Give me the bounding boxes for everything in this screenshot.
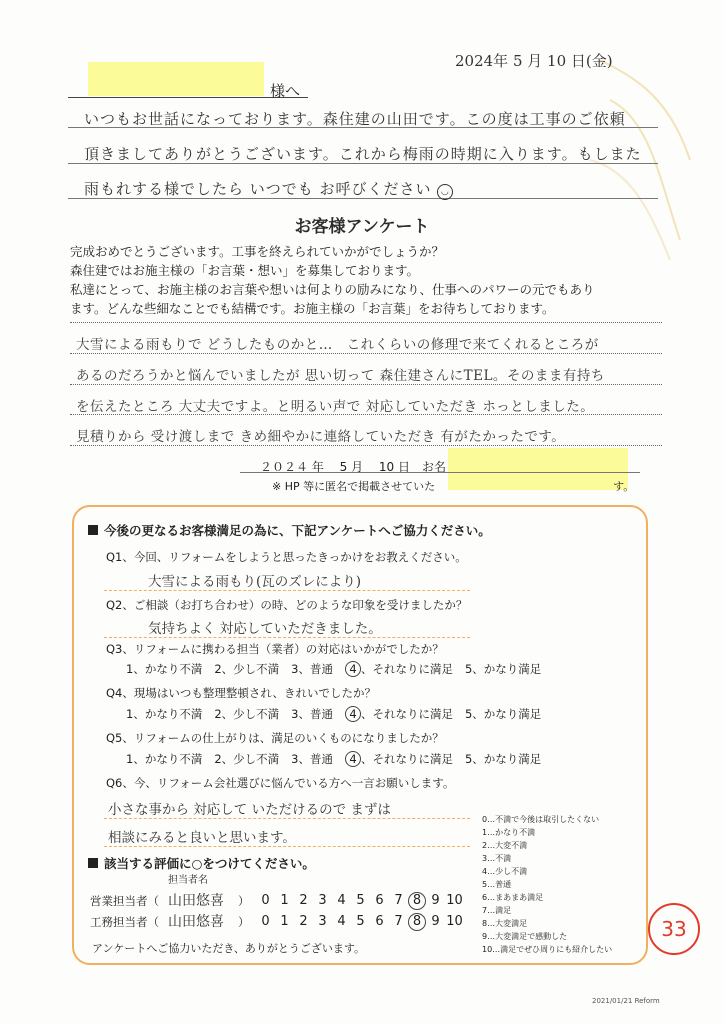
- comment-rule: [70, 445, 662, 446]
- signature-date: ２０２４ 年 5 月 10 日 お名: [260, 460, 446, 474]
- legend-7: 7…満足: [482, 906, 512, 915]
- close-paren: ）: [238, 894, 250, 908]
- works-staff-name: 山田悠喜: [168, 914, 224, 930]
- intro-line-2: 森住建ではお施主様の「お言葉・想い」を募集しております。: [70, 263, 420, 278]
- legend-8: 8…大変満足: [482, 919, 528, 928]
- works-rating-scale: 0 1 2 3 4 5 6 7 8 9 10: [261, 914, 463, 929]
- square-bullet-icon: [88, 525, 98, 535]
- comment-rule: [70, 353, 662, 354]
- thanks-note: アンケートへご協力いただき、ありがとうございます。: [92, 942, 366, 955]
- selected-option-4: 4: [345, 661, 361, 677]
- sales-rating-scale: 0 1 2 3 4 5 6 7 8 9 10: [261, 893, 463, 908]
- message-line-3: 雨もれする様でしたら いつでも お呼びください ◡: [84, 178, 453, 200]
- question-5: Q5、リフォームの仕上がりは、満足のいくものになりましたか？: [106, 731, 444, 745]
- redacted-name-highlight: [88, 62, 264, 96]
- answer-rule: [104, 590, 470, 591]
- works-staff-label: 工務担当者（: [90, 915, 159, 929]
- intro-line-3: 私達にとって、お施主様のお言葉や想いは何よりの励みになり、仕事へのパワーの元でもあり: [70, 282, 595, 297]
- answer-6-line-1: 小さな事から 対応して いただけるので まずは: [108, 802, 391, 818]
- question-3: Q3、リフォームに携わる担当（業者）の対応はいかがでしたか？: [106, 642, 444, 656]
- signature-underline: [240, 472, 640, 473]
- comment-rule: [70, 322, 662, 323]
- question-6: Q6、今、リフォーム会社選びに悩んでいる方へ一言お願いします。: [106, 776, 455, 790]
- addressee-suffix: 様へ: [270, 82, 301, 100]
- red-stamp: 33: [648, 903, 700, 955]
- selected-rating: 8: [408, 913, 426, 931]
- comment-line-2: あるのだろうかと悩んでいましたが 思い切って 森住建さんにTEL。そのまま有持ち: [76, 368, 605, 384]
- options-q5: 1、かなり不満 2、少し不満 3、普通 4 、それなりに満足 5、かなり満足: [126, 752, 542, 766]
- intro-line-4: ます。どんな些細なことでも結構です。お施主様の「お言葉」をお待ちしております。: [70, 301, 555, 316]
- comment-line-3: を伝えたところ 大丈夫ですよ。と明るい声で 対応していただき ホっとしました。: [76, 399, 595, 415]
- answer-rule: [104, 846, 470, 847]
- legend-10: 10…満足でぜひ周りにも紹介したい: [482, 945, 613, 954]
- anonymity-note: ※ HP 等に匿名で掲載させていた す。: [272, 480, 635, 493]
- selected-option-4: 4: [345, 751, 361, 767]
- message-line-1: いつもお世話になっております。森住建の山田です。この度は工事のご依頼: [84, 110, 626, 128]
- comment-rule: [70, 384, 662, 385]
- legend-0: 0…不満で今後は取引したくない: [482, 815, 600, 824]
- options-q3: 1、かなり不満 2、少し不満 3、普通 4 、それなりに満足 5、かなり満足: [126, 662, 542, 676]
- legend-4: 4…少し不満: [482, 867, 528, 876]
- selected-option-4: 4: [345, 706, 361, 722]
- square-bullet-icon: [88, 858, 98, 868]
- legend-3: 3…不満: [482, 854, 512, 863]
- legend-6: 6…まあまあ満足: [482, 893, 544, 902]
- questionnaire-heading: 今後の更なるお客様満足の為に、下記アンケートへご協力ください。: [88, 521, 491, 539]
- message-line-2: 頂きましてありがとうございます。これから梅雨の時期に入ります。もしまた: [84, 145, 642, 163]
- comment-line-1: 大雪による雨もりで どうしたものかと… これくらいの修理で来てくれるところが: [76, 337, 599, 353]
- survey-title: お客様アンケート: [294, 217, 430, 237]
- answer-1: 大雪による雨もり(瓦のズレにより): [148, 574, 362, 590]
- rating-heading: 該当する評価に○をつけてください。: [88, 854, 315, 872]
- selected-rating: 8: [408, 892, 426, 910]
- question-1: Q1、今回、リフォームをしようと思ったきっかけをお教えください。: [106, 550, 467, 564]
- smiley-icon: ◡: [437, 184, 453, 200]
- question-4: Q4、現場はいつも整理整頓され、きれいでしたか？: [106, 686, 377, 700]
- legend-9: 9…大変満足で感動した: [482, 932, 568, 941]
- options-q4: 1、かなり不満 2、少し不満 3、普通 4 、それなりに満足 5、かなり満足: [126, 707, 542, 721]
- answer-rule: [104, 637, 470, 638]
- legend-2: 2…大変不満: [482, 841, 528, 850]
- answer-6-line-2: 相談にみると良いと思います。: [108, 830, 296, 846]
- answer-2: 気持ちよく 対応していただきました。: [148, 621, 382, 637]
- close-paren: ）: [238, 915, 250, 929]
- sales-staff-label: 営業担当者（: [90, 894, 159, 908]
- form-version: 2021/01/21 Reform: [592, 997, 660, 1005]
- staff-column-label: 担当者名: [168, 875, 208, 886]
- comment-line-4: 見積りから 受け渡しまで きめ細やかに連絡していただき 有がたかったです。: [76, 429, 566, 445]
- answer-rule: [104, 818, 470, 819]
- intro-line-1: 完成おめでとうございます。工事を終えられていかがでしょうか？: [70, 244, 445, 259]
- legend-5: 5…普通: [482, 880, 512, 889]
- legend-1: 1…かなり不満: [482, 828, 536, 837]
- sales-staff-name: 山田悠喜: [168, 893, 224, 909]
- letter-date: 2024年 5 月 10 日(金): [455, 52, 613, 70]
- question-2: Q2、ご相談（お打ち合わせ）の時、どのような印象を受けましたか？: [106, 598, 468, 612]
